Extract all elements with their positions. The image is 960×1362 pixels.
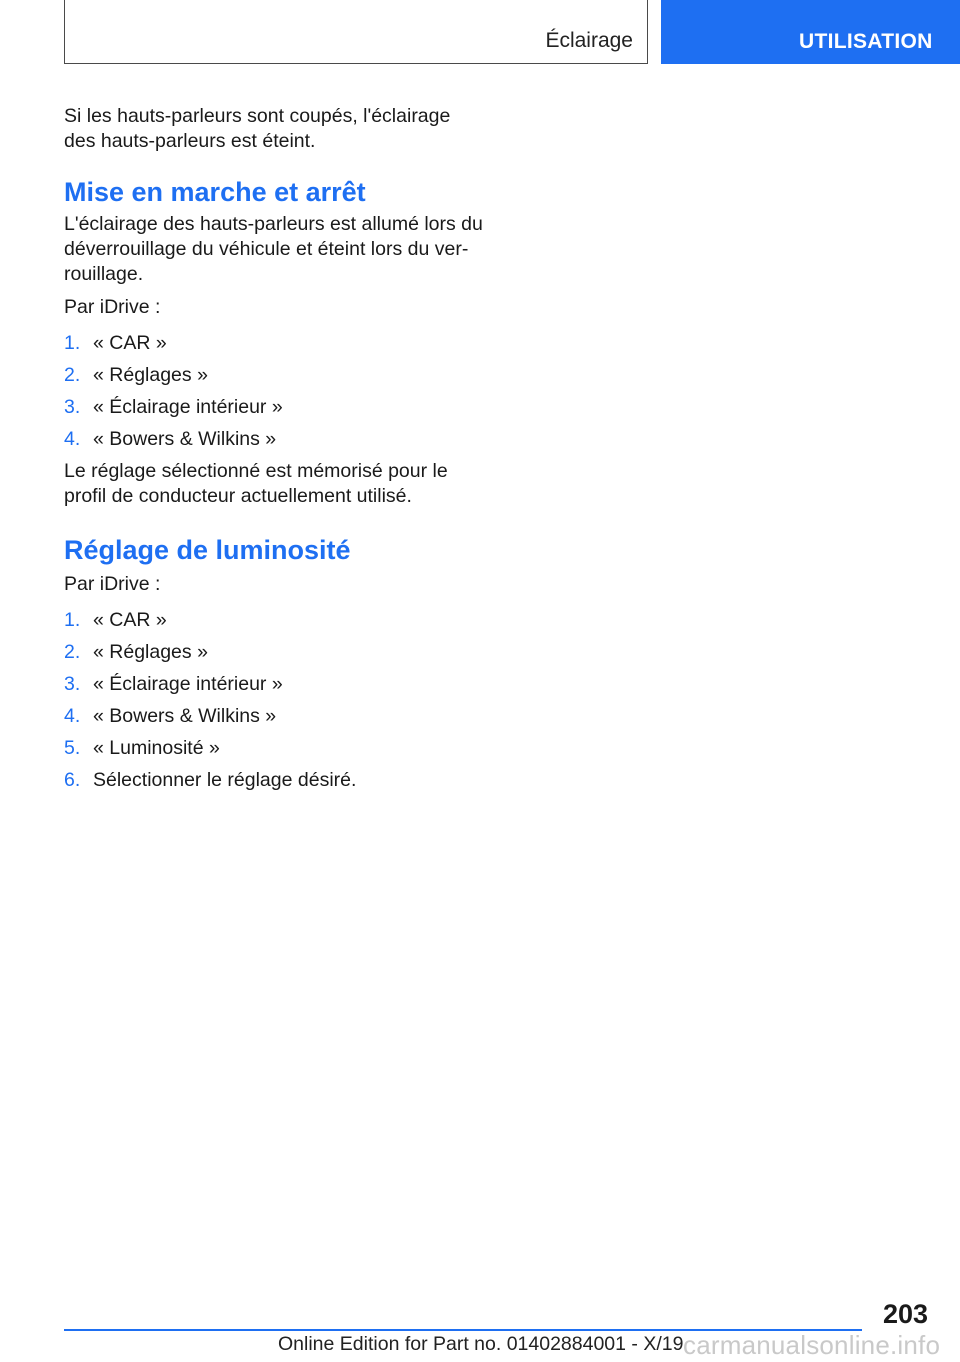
intro-paragraph: Si les hauts-parleurs sont coupés, l'éclairage des hauts-parleurs est éteint. [64,105,451,152]
step-text: « Réglages » [93,364,208,386]
step-text: Sélectionner le réglage désiré. [93,769,357,791]
step-number: 5. [64,737,81,759]
list-item [64,331,484,356]
list-item [64,608,484,633]
header-section-title: Éclairage [545,29,633,52]
section-heading-on-off: Mise en marche et arrêt [64,177,366,207]
step-number: 4. [64,705,81,727]
list-item [64,704,484,729]
step-number: 2. [64,641,81,663]
steps-list-brightness [64,608,484,793]
steps-list-on-off [64,331,484,452]
step-number: 2. [64,364,81,386]
footer-edition: Online Edition for Part no. 01402884001 - X/19 [278,1333,684,1355]
step-text: « CAR » [93,609,167,631]
section-on-off-note: Le réglage sélectionné est mémorisé pour le profil de conducteur actuellement utilisé. [64,460,448,507]
step-number: 3. [64,396,81,418]
header-chapter-title: UTILISATION [799,30,933,53]
step-text: « Luminosité » [93,737,220,759]
step-number: 3. [64,673,81,695]
step-text: « Éclairage intérieur » [93,396,283,418]
page-content [64,104,484,800]
step-number: 1. [64,609,81,631]
list-item [64,768,484,793]
list-item [64,640,484,665]
step-text: « CAR » [93,332,167,354]
footer-watermark: carmanualsonline.info [683,1330,941,1360]
step-text: « Réglages » [93,641,208,663]
step-text: « Bowers & Wilkins » [93,428,277,450]
step-number: 1. [64,332,81,354]
section-heading-brightness: Réglage de luminosité [64,535,351,565]
step-number: 6. [64,769,81,791]
list-item [64,427,484,452]
list-item [64,395,484,420]
list-item [64,672,484,697]
list-item [64,736,484,761]
header-section-box [64,0,648,64]
header-chapter-tab [661,0,960,64]
page-number: 203 [882,1299,928,1329]
step-text: « Bowers & Wilkins » [93,705,277,727]
section-on-off-via: Par iDrive : [64,296,161,318]
step-text: « Éclairage intérieur » [93,673,283,695]
section-brightness-via: Par iDrive : [64,573,161,595]
section-on-off-body: L'éclairage des hauts-parleurs est allumé lors du déverrouillage du véhicule et éteint lors du verrouillage. [64,213,483,285]
step-number: 4. [64,428,81,450]
list-item [64,363,484,388]
